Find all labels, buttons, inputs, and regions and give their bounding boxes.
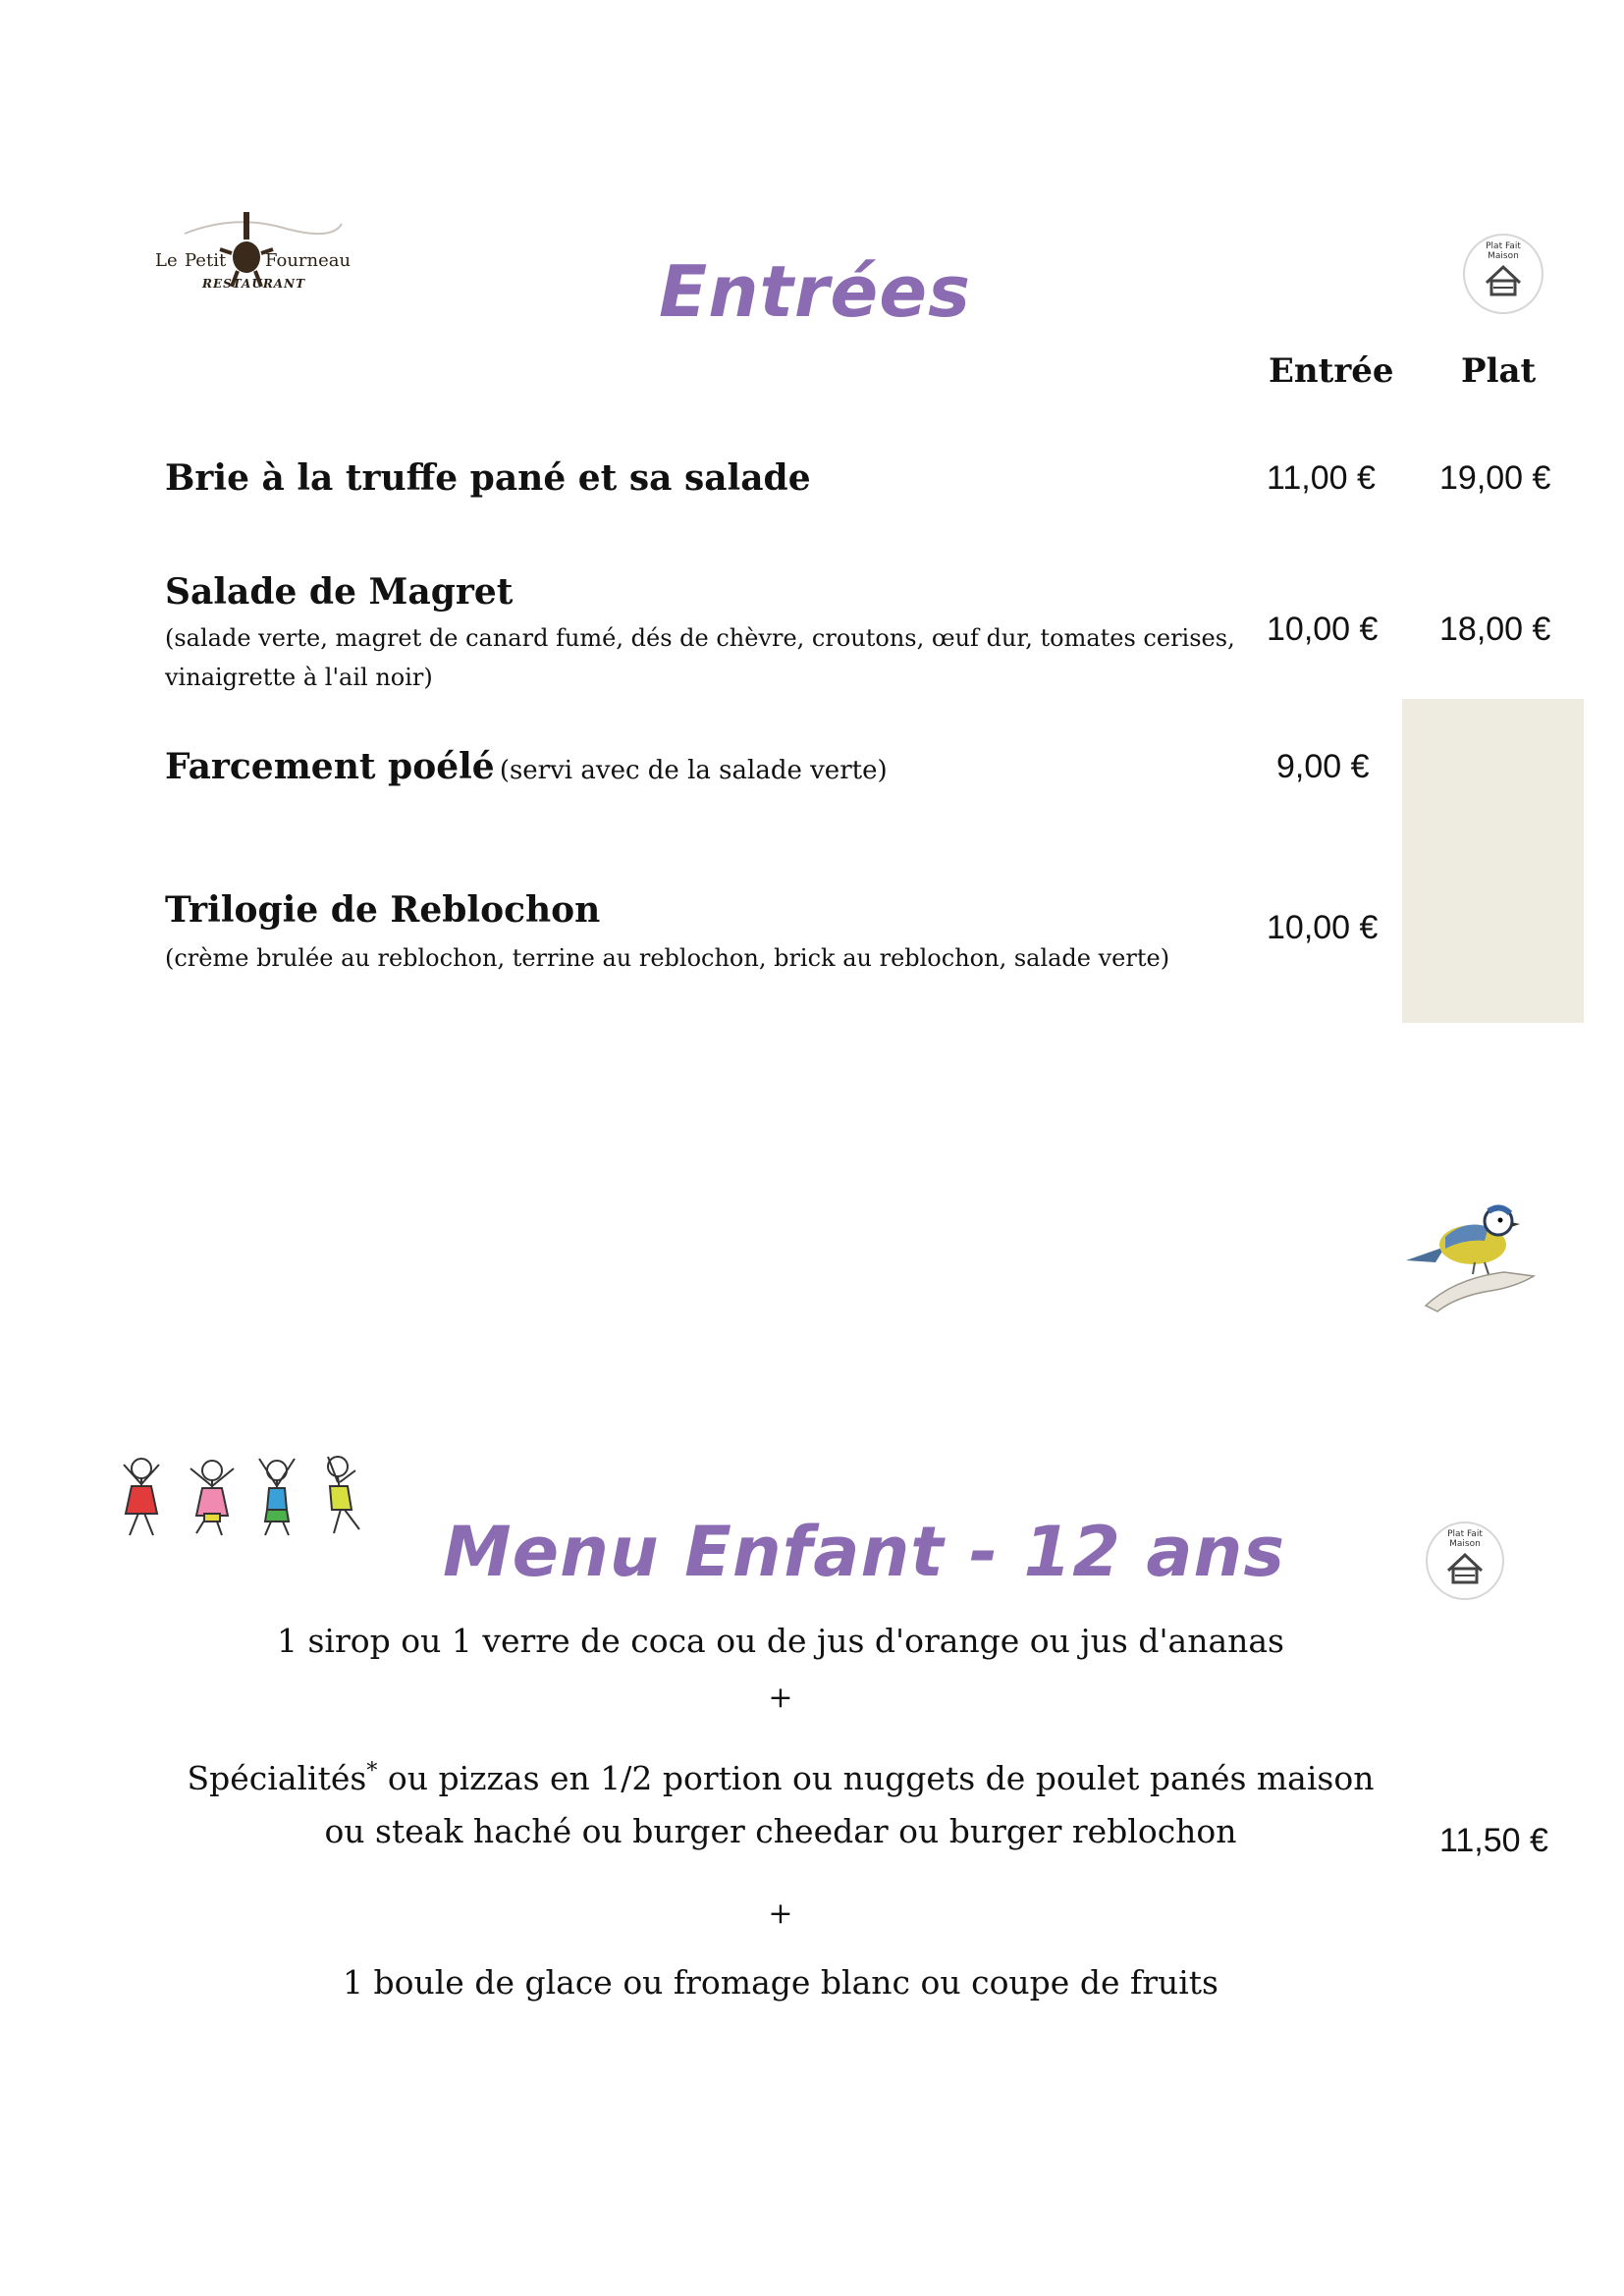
item-name-salade-magret: Salade de Magret [165, 571, 514, 613]
price-entree-salade-magret: 10,00 € [1267, 611, 1379, 648]
column-header-entree: Entrée [1269, 351, 1394, 391]
column-header-plat: Plat [1461, 351, 1537, 391]
enfant-specialites: Spécialités [187, 1759, 367, 1797]
item-name-trilogie: Trilogie de Reblochon [165, 889, 601, 931]
entrees-title: Entrées [659, 250, 971, 333]
price-entree-brie: 11,00 € [1267, 459, 1376, 497]
item-desc-trilogie: (crème brulée au reblochon, terrine au reblochon, brick au reblochon, salade verte) [165, 944, 1170, 972]
logo-subtitle: RESTAURANT [202, 277, 306, 291]
enfant-price: 11,50 € [1439, 1822, 1548, 1859]
item-desc-salade-magret: (salade verte, magret de canard fumé, dés de chèvre, croutons, œuf dur, tomates cerises, vinaigrette à l'ail noir) [165, 624, 1235, 691]
enfant-line-burgers: ou steak haché ou burger cheedar ou burger reblochon [324, 1812, 1237, 1850]
enfant-plus-1: + [768, 1681, 793, 1715]
logo-word-right: Fourneau [265, 250, 352, 271]
enfant-asterisk: * [366, 1759, 378, 1784]
enfant-plus-2: + [768, 1896, 793, 1931]
item-name-farcement: Farcement poélé [165, 746, 495, 787]
enfant-line-dessert: 1 boule de glace ou fromage blanc ou coupe de fruits [343, 1963, 1218, 2002]
restaurant-logo [155, 206, 352, 299]
price-entree-farcement: 9,00 € [1276, 748, 1370, 785]
bird-illustration [1386, 1190, 1553, 1312]
price-entree-trilogie: 10,00 € [1267, 909, 1379, 946]
badge-text: Plat Fait Maison [1447, 1529, 1483, 1549]
item-name-brie: Brie à la truffe pané et sa salade [165, 457, 811, 499]
enfant-mains-rest: ou pizzas en 1/2 portion ou nuggets de poulet panés maison [377, 1759, 1375, 1797]
item-desc-farcement: (servi avec de la salade verte) [499, 756, 888, 785]
fait-maison-badge-top [1461, 232, 1545, 316]
logo-word-middle: Petit [185, 250, 227, 271]
price-plat-salade-magret: 18,00 € [1439, 611, 1551, 648]
menu-enfant-title: Menu Enfant - 12 ans [442, 1512, 1286, 1592]
price-plat-brie: 19,00 € [1439, 459, 1551, 497]
plat-unavailable-box [1402, 699, 1584, 1023]
logo-word-left: Le [155, 250, 178, 271]
kids-illustration [110, 1451, 370, 1541]
blue-tit-icon [1386, 1190, 1553, 1312]
item-row-farcement [165, 746, 888, 787]
enfant-line-drinks: 1 sirop ou 1 verre de coca ou de jus d'orange ou jus d'ananas [277, 1622, 1284, 1660]
enfant-line-mains [147, 1759, 1414, 1797]
fait-maison-badge-bottom [1424, 1520, 1506, 1602]
jumping-kids-icon [110, 1451, 370, 1541]
badge-text: Plat Fait Maison [1486, 241, 1521, 261]
